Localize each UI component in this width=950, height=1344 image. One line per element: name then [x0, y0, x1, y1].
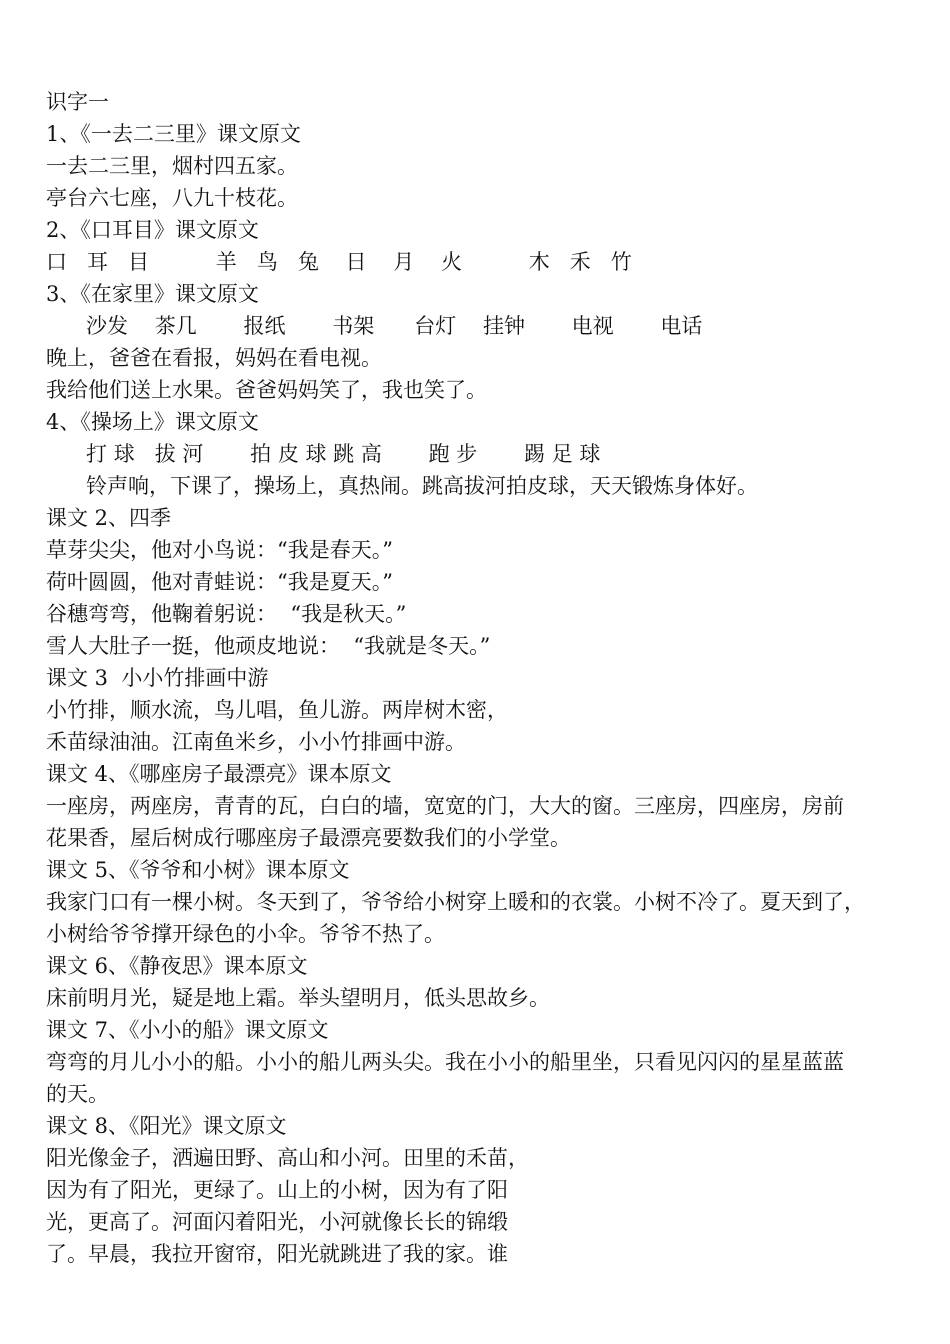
lesson-title: 4、《操场上》课文原文: [46, 410, 259, 434]
text-line: 晚上，爸爸在看报，妈妈在看电视。: [46, 346, 382, 370]
text-line: 谷穗弯弯，他鞠着躬说： “我是秋天。”: [46, 602, 407, 626]
text-line: 花果香，屋后树成行哪座房子最漂亮要数我们的小学堂。: [46, 826, 571, 850]
lesson-title: 3、《在家里》课文原文: [46, 282, 259, 306]
text-line: 一座房，两座房，青青的瓦，白白的墙，宽宽的门，大大的窗。三座房，四座房，房前: [46, 794, 844, 818]
lesson-title: 课文 7、《小小的船》课文原文: [46, 1018, 329, 1042]
text-line: 小竹排，顺水流，鸟儿唱，鱼儿游。两岸树木密，: [46, 698, 508, 722]
word-list: 打 球 拔 河 拍 皮 球 跳 高 跑 步 踢 足 球: [46, 442, 601, 466]
text-line: 小树给爷爷撑开绿色的小伞。爷爷不热了。: [46, 922, 445, 946]
text-line: 了。早晨，我拉开窗帘，阳光就跳进了我的家。谁: [46, 1242, 508, 1266]
text-line: 雪人大肚子一挺，他顽皮地说： “我就是冬天。”: [46, 634, 491, 658]
text-line: 阳光像金子，洒遍田野、高山和小河。田里的禾苗，: [46, 1146, 529, 1170]
text-line: 铃声响，下课了，操场上，真热闹。跳高拔河拍皮球，天天锻炼身体好。: [46, 474, 759, 498]
text-line: 床前明月光，疑是地上霜。举头望明月，低头思故乡。: [46, 986, 550, 1010]
word-list: 沙发 茶几 报纸 书架 台灯 挂钟 电视 电话: [46, 314, 703, 338]
text-line: 荷叶圆圆，他对青蛙说：“我是夏天。”: [46, 570, 393, 594]
section-heading: 识字一: [46, 90, 109, 114]
text-line: 我家门口有一棵小树。冬天到了，爷爷给小树穿上暖和的衣裳。小树不冷了。夏天到了，: [46, 890, 865, 914]
lesson-title: 课文 2、四季: [46, 506, 172, 530]
lesson-title: 课文 5、《爷爷和小树》课本原文: [46, 858, 350, 882]
text-line: 禾苗绿油油。江南鱼米乡，小小竹排画中游。: [46, 730, 466, 754]
text-line: 的天。: [46, 1082, 109, 1106]
text-line: 我给他们送上水果。爸爸妈妈笑了，我也笑了。: [46, 378, 487, 402]
text-line: 草芽尖尖，他对小鸟说：“我是春天。”: [46, 538, 393, 562]
lesson-title: 2、《口耳目》课文原文: [46, 218, 259, 242]
text-line: 光，更高了。河面闪着阳光，小河就像长长的锦缎: [46, 1210, 508, 1234]
text-line: 因为有了阳光，更绿了。山上的小树，因为有了阳: [46, 1178, 508, 1202]
lesson-title: 课文 8、《阳光》课文原文: [46, 1114, 287, 1138]
character-list: 口 耳 目 羊 鸟 兔 日 月 火 木 禾 竹: [46, 250, 632, 274]
document-page: [46, 86, 916, 1270]
text-line: 一去二三里，烟村四五家。: [46, 154, 298, 178]
text-line: 亭台六七座，八九十枝花。: [46, 186, 298, 210]
lesson-title: 课文 3 小小竹排画中游: [46, 666, 269, 690]
lesson-title: 1、《一去二三里》课文原文: [46, 122, 301, 146]
lesson-title: 课文 6、《静夜思》课本原文: [46, 954, 308, 978]
text-line: 弯弯的月儿小小的船。小小的船儿两头尖。我在小小的船里坐，只看见闪闪的星星蓝蓝: [46, 1050, 844, 1074]
lesson-title: 课文 4、《哪座房子最漂亮》课本原文: [46, 762, 392, 786]
